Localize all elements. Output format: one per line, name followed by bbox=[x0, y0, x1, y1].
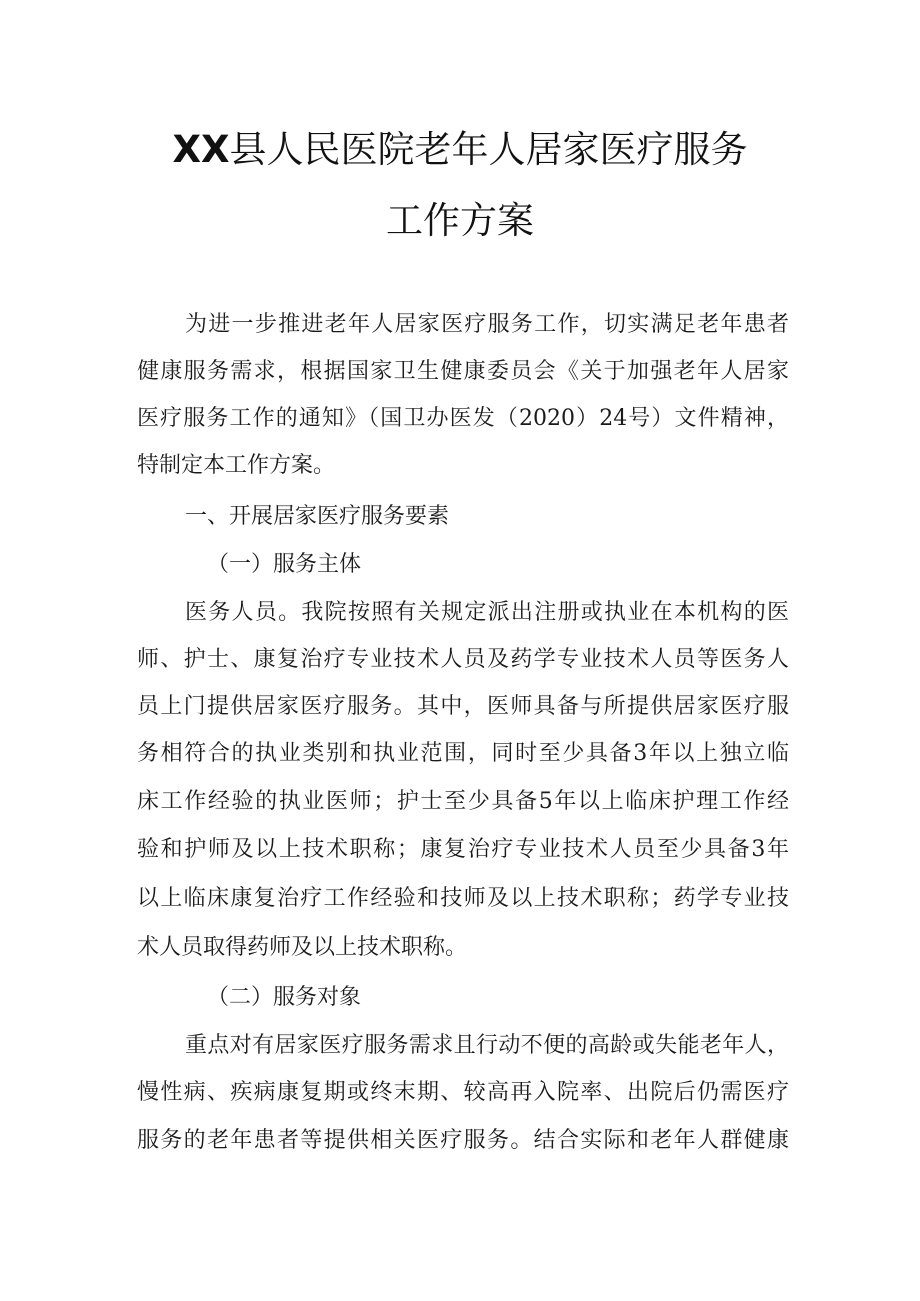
paragraph-1-line-1: 为进一步推进老年人居家医疗服务工作，切实满足老年患者 bbox=[185, 312, 789, 337]
paragraph-2-line-6: 验和护师及以上技术职称；康复治疗专业技术人员至少具备3年 bbox=[137, 837, 789, 862]
paragraph-2-line-4: 务相符合的执业类别和执业范围，同时至少具备3年以上独立临 bbox=[137, 741, 789, 766]
paragraph-1-line-4: 特制定本工作方案。 bbox=[137, 453, 336, 478]
title-line-1-text: 县人民医院老年人居家医疗服务 bbox=[229, 128, 748, 171]
paragraph-2-line-2: 师、护士、康复治疗专业技术人员及药学专业技术人员等医务人 bbox=[137, 647, 789, 672]
paragraph-2-line-7: 以上临床康复治疗工作经验和技师及以上技术职称；药学专业技 bbox=[137, 886, 789, 911]
paragraph-2-line-1: 医务人员。我院按照有关规定派出注册或执业在本机构的医 bbox=[185, 600, 789, 625]
paragraph-2-line-8: 术人员取得药师及以上技术职称。 bbox=[137, 935, 468, 960]
paragraph-2-line-5: 床工作经验的执业医师；护士至少具备5年以上临床护理工作经 bbox=[137, 789, 789, 814]
paragraph-3-line-2: 慢性病、疾病康复期或终末期、较高再入院率、出院后仍需医疗 bbox=[137, 1080, 789, 1105]
paragraph-1-line-2: 健康服务需求，根据国家卫生健康委员会《关于加强老年人居家 bbox=[137, 359, 789, 384]
subsection-1-heading: （一）服务主体 bbox=[207, 552, 362, 577]
paragraph-3-line-1: 重点对有居家医疗服务需求且行动不便的高龄或失能老年人， bbox=[185, 1033, 789, 1058]
paragraph-2-line-3: 员上门提供居家医疗服务。其中，医师具备与所提供居家医疗服 bbox=[137, 694, 789, 719]
title-county-placeholder: XX bbox=[172, 128, 230, 171]
document-title-line-1 bbox=[0, 126, 920, 174]
paragraph-3-line-3: 服务的老年患者等提供相关医疗服务。结合实际和老年人群健康 bbox=[137, 1128, 789, 1153]
document-title-line-2: 工作方案 bbox=[386, 199, 534, 242]
subsection-2-heading: （二）服务对象 bbox=[207, 985, 362, 1010]
section-1-heading: 一、开展居家医疗服务要素 bbox=[185, 504, 450, 529]
paragraph-1-line-3: 医疗服务工作的通知》（国卫办医发（2020）24号）文件精神， bbox=[137, 406, 789, 431]
